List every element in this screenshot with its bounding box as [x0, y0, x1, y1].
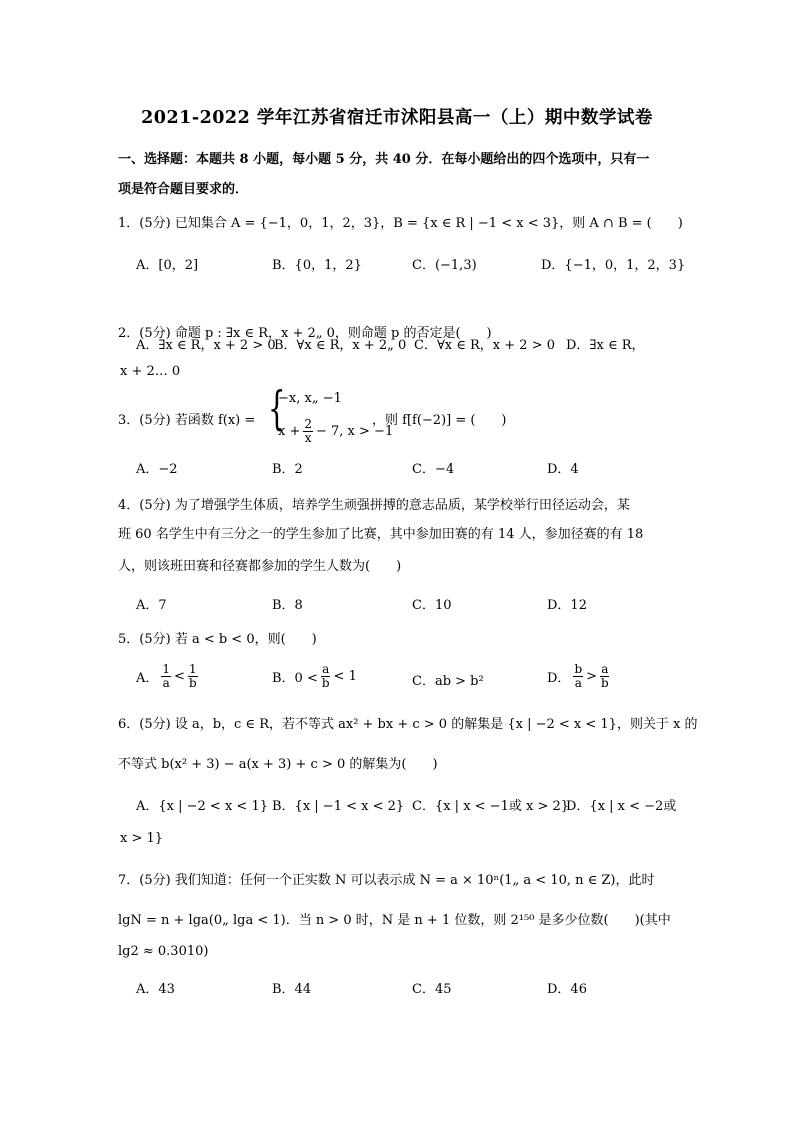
question-3-stem-suffix: ，则 f[f(−2)] = ( ): [372, 413, 507, 428]
question-2-option-c: C．∀x ∈ R，x + 2 > 0: [414, 338, 555, 353]
question-4-option-a: A．7: [136, 598, 167, 613]
q5-b-den: b: [321, 676, 330, 690]
question-1-option-b: B．{0，1，2}: [272, 258, 362, 273]
question-5-option-b: [272, 663, 357, 690]
question-5-stem: 5．(5分) 若 a < b < 0，则( ): [118, 632, 317, 647]
q5-a-den2: b: [188, 676, 197, 690]
question-6-option-c: C．{x | x < −1或 x > 2}: [412, 799, 570, 814]
page-title: 2021-2022 学年江苏省宿迁市沭阳县高一（上）期中数学试卷: [141, 108, 653, 128]
question-6-line2: 不等式 b(x² + 3) − a(x + 3) + c > 0 的解集为( ): [118, 757, 438, 772]
question-6-option-d-cont: x > 1}: [120, 831, 164, 846]
question-2-option-d-cont: x + 2… 0: [120, 364, 181, 379]
question-7-line2: lgN = n + lga(0„ lga < 1)．当 n > 0 时，N 是 n + 1 位数，则 2¹⁵⁰ 是多少位数( )(其中: [118, 913, 671, 928]
section-heading-line2: 项是符合题目要求的．: [118, 182, 249, 197]
q5-a-op: <: [174, 669, 185, 684]
question-1-option-a: A．[0，2]: [136, 258, 199, 273]
question-6-option-a: A．{x | −2 < x < 1}: [136, 799, 268, 814]
section-heading-line1: 一、选择题：本题共 8 小题，每小题 5 分，共 40 分．在每小题给出的四个选项中，只有一: [118, 152, 650, 167]
piece-2-suffix: − 7, x > −1: [316, 424, 394, 439]
question-2-stem: 2．(5分) 命题 p : ∃x ∈ R，x + 2„ 0，则命题 p 的否定是( ): [118, 326, 492, 341]
q5-a-frac2: [188, 663, 198, 690]
q5-b-prefix: B．0 <: [272, 671, 318, 686]
q5-a-label: A．: [136, 671, 159, 686]
question-3-stem-prefix: 3．(5分) 若函数 f(x) =: [118, 413, 256, 428]
question-4-option-c: C．10: [412, 598, 452, 613]
question-1-option-d: D．{−1，0，1，2，3}: [541, 258, 686, 273]
question-3-option-c: C．−4: [412, 462, 455, 477]
q5-a-num2: 1: [188, 662, 197, 676]
piece-2-denominator: x: [304, 431, 312, 445]
piece-1: −x, x„ −1: [278, 391, 342, 406]
q5-a-den1: a: [162, 676, 170, 690]
question-6-option-d: D．{x | x < −2或: [566, 799, 677, 814]
question-2-option-a: A．∃x ∈ R，x + 2 > 0: [136, 338, 276, 353]
q5-d-frac2: [600, 663, 610, 690]
question-4-option-b: B．8: [272, 598, 303, 613]
question-3-option-d: D．4: [547, 462, 579, 477]
question-5-option-d: [547, 663, 610, 690]
question-4-line2: 班 60 名学生中有三分之一的学生参加了比赛，其中参加田赛的有 14 人，参加径赛的有 18: [118, 527, 644, 542]
question-2-option-b: B．∀x ∈ R，x + 2„ 0: [274, 338, 407, 353]
q5-b-num: a: [322, 662, 330, 676]
question-7-line1: 7．(5分) 我们知道：任何一个正实数 N 可以表示成 N = a × 10ⁿ(1„ a < 10, n ∈ Z)，此时: [118, 873, 655, 888]
question-4-line1: 4．(5分) 为了增强学生体质，培养学生顽强拼搏的意志品质，某学校举行田径运动会，某: [118, 498, 630, 513]
question-4-line3: 人，则该班田赛和径赛都参加的学生人数为( ): [118, 559, 402, 574]
piece-2-numerator: 2: [304, 417, 312, 431]
question-7-option-a: A．43: [136, 982, 175, 997]
question-7-option-b: B．44: [272, 982, 312, 997]
question-7-option-c: C．45: [412, 982, 452, 997]
q5-d-num1: b: [574, 662, 583, 676]
question-5-option-a: [136, 663, 198, 690]
q5-d-den2: b: [601, 676, 609, 690]
question-2-option-d: D．∃x ∈ R，: [566, 338, 645, 353]
question-6-line1: 6．(5分) 设 a，b，c ∈ R，若不等式 ax² + bx + c > 0 的解集是 {x | −2 < x < 1}，则关于 x 的: [118, 717, 698, 732]
question-3-option-a: A．−2: [136, 462, 178, 477]
q5-d-op: >: [586, 669, 598, 684]
q5-b-suffix: < 1: [333, 669, 357, 684]
piece-2-prefix: x +: [278, 424, 301, 439]
q5-d-frac1: [573, 663, 583, 690]
piecewise-brace: {: [268, 381, 286, 435]
question-1-option-c: C．(−1,3): [412, 258, 477, 273]
q5-a-frac1: [161, 663, 171, 690]
q5-d-den1: a: [574, 676, 582, 690]
question-7-line3: lg2 ≈ 0.3010): [118, 944, 209, 959]
question-1-stem: 1．(5分) 已知集合 A = {−1，0，1，2，3}，B = {x ∈ R | −1 < x < 3}，则 A ∩ B = ( ): [118, 216, 683, 231]
question-3-option-b: B．2: [272, 462, 303, 477]
piece-2-fraction: [303, 418, 313, 445]
question-4-option-d: D．12: [547, 598, 587, 613]
question-5-option-c: C．ab > b²: [412, 674, 484, 689]
q5-d-num2: a: [601, 662, 609, 676]
q5-b-frac: [321, 663, 331, 690]
q5-d-label: D．: [547, 671, 571, 686]
question-7-option-d: D．46: [547, 982, 587, 997]
question-6-option-b: B．{x | −1 < x < 2}: [272, 799, 405, 814]
q5-a-num1: 1: [162, 662, 171, 676]
